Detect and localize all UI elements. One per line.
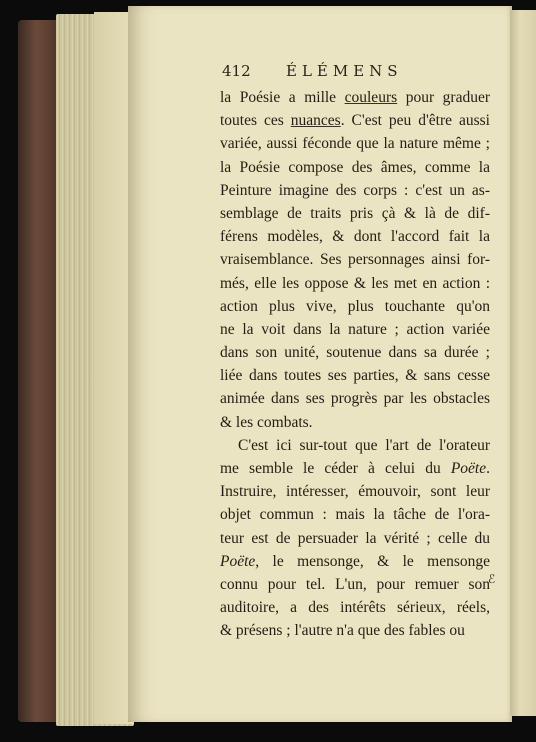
text-line: la Poésie a mille couleurs pour graduer: [220, 89, 490, 106]
paragraph-1: [220, 86, 490, 434]
text-line: vraisemblance. Ses personnages ainsi for-: [220, 251, 490, 269]
text-line: Instruire, intéresser, émouvoir, sont leur: [220, 483, 490, 501]
text-line: férens modèles, & dont l'accord fait la: [220, 228, 490, 246]
text-line: variée, aussi féconde que la nature même ;: [220, 135, 490, 153]
text-line: més, elle les oppose & les met en action :: [220, 274, 490, 292]
text-line: & présens ; l'autre n'a que des fables ou: [220, 622, 465, 640]
text-line: action plus vive, plus touchante qu'on: [220, 297, 490, 315]
text-line: me semble le céder à celui du Poëte.: [220, 460, 490, 477]
text-line: auditoire, a des intérêts sérieux, réels,: [220, 599, 490, 617]
text-line: dans son unité, soutenue dans sa durée ;: [220, 344, 490, 362]
text-line: ne la voit dans la nature ; action variée: [220, 320, 490, 338]
page-number: 412: [222, 62, 251, 80]
text-line: semblage de traits pris çà & là de dif-: [220, 204, 490, 222]
text-line: animée dans ses progrès par les obstacles: [220, 390, 490, 408]
facing-page-edge: [510, 10, 536, 716]
text-line: connu pour tel. L'un, pour remuer son: [220, 575, 490, 593]
text-line: Peinture imagine des corps : c'est un as-: [220, 181, 490, 199]
text-line: liée dans toutes ses parties, & sans cesse: [220, 367, 490, 385]
page-text: [220, 86, 490, 643]
text-line: Poëte, le mensonge, & le mensonge: [220, 552, 490, 570]
margin-ornament: ℰ: [488, 572, 496, 586]
text-line: C'est ici sur-tout que l'art de l'orateur: [238, 436, 490, 454]
text-line: teur est de persuader la vérité ; celle du: [220, 529, 490, 547]
text-line: objet commun : mais la tâche de l'ora-: [220, 506, 490, 524]
paragraph-2: [220, 434, 490, 643]
running-head-title: ÉLÉMENS: [286, 62, 403, 80]
text-line: & les combats.: [220, 413, 313, 431]
text-line: toutes ces nuances. C'est peu d'être aussi: [220, 112, 490, 130]
running-head: [222, 62, 482, 80]
text-line: la Poésie compose des âmes, comme la: [220, 158, 490, 176]
